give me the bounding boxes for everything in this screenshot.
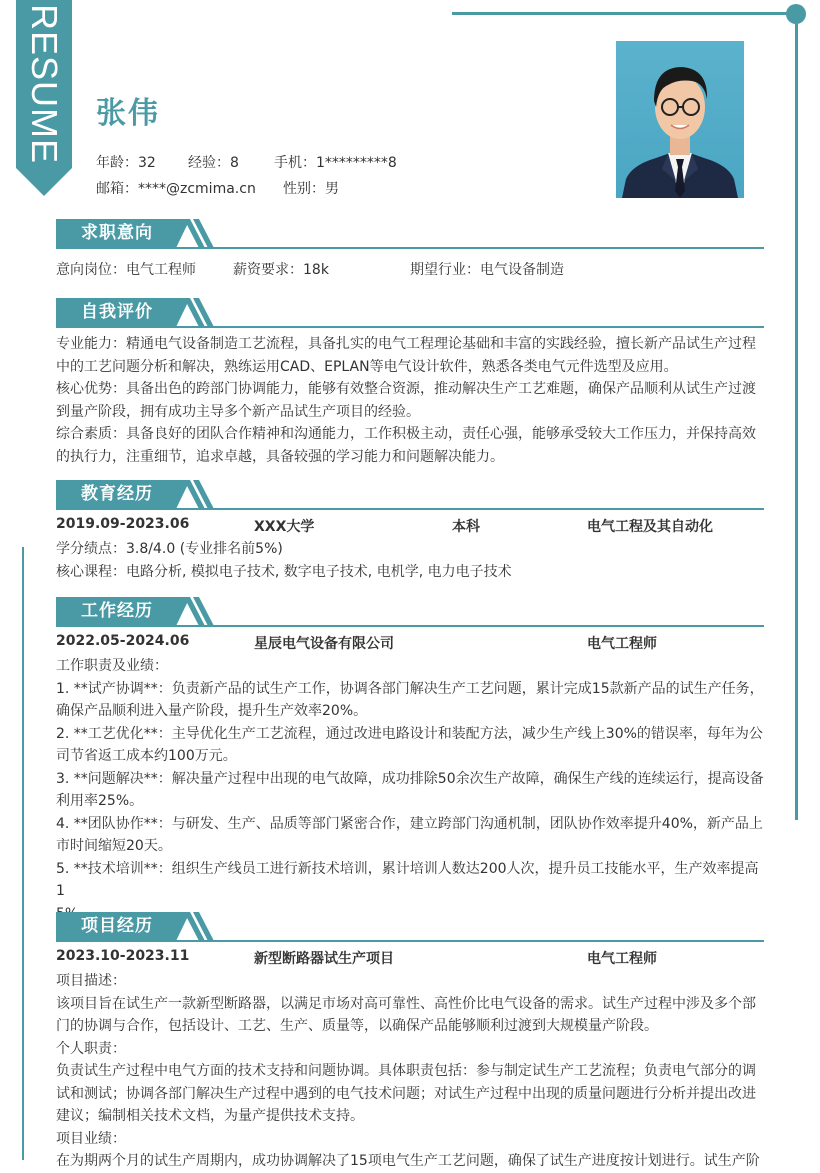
section-rule [56, 625, 764, 627]
section-header-project [56, 912, 764, 942]
education-entry-header [56, 516, 764, 538]
self-eval-line: 到量产阶段，拥有成功主导多个新产品试生产项目的经验。 [56, 403, 420, 420]
stripe-decoration-icon [180, 219, 210, 248]
self-eval-line: 中的工艺问题分析和解决，熟练运用CAD、EPLAN等电气设计软件，熟悉各类电气元件选型及应用。 [56, 358, 678, 375]
work-line: 4. **团队协作**：与研发、生产、品质等部门紧密合作，建立跨部门沟通机制，团队协作效率提升40%，新产品上 [56, 815, 763, 832]
section-rule [56, 247, 764, 249]
exp-item [188, 152, 274, 172]
education-line: 核心课程：电路分析, 模拟电子技术, 数字电子技术, 电机学, 电力电子技术 [56, 563, 512, 580]
phone-label: 手机： [274, 155, 316, 171]
project-role: 电气工程师 [587, 951, 657, 967]
self-eval-line: 的执行力，注重细节，追求卓越，具备较强的学习能力和问题解决能力。 [56, 448, 504, 465]
work-period: 2022.05-2024.06 [56, 633, 190, 649]
email-label: 邮箱： [96, 181, 138, 197]
work-line: 1. **试产协调**：负责新产品的试生产工作，协调各部门解决生产工艺问题，累计完成15款新产品的试生产任务， [56, 680, 764, 697]
section-title: 项目经历 [56, 912, 176, 941]
intent-salary: 薪资要求：18k [233, 262, 329, 278]
stripe-decoration-icon [180, 597, 210, 626]
education-school: XXX大学 [254, 519, 315, 535]
project-period: 2023.10-2023.11 [56, 948, 190, 964]
resume-ribbon-text-wrap [16, 0, 72, 168]
section-title: 教育经历 [56, 480, 176, 509]
left-accent-line [22, 547, 24, 1160]
stripe-decoration-icon [180, 912, 210, 941]
info-row-2 [96, 178, 339, 198]
age-value: 32 [138, 155, 156, 171]
intent-position: 意向岗位：电气工程师 [56, 262, 196, 278]
project-line: 该项目旨在试生产一款新型断路器，以满足市场对高可靠性、高性价比电气设备的需求。试生产过程中涉及多个部 [56, 995, 756, 1012]
work-line: 利用率25%。 [56, 793, 144, 809]
profile-photo [616, 41, 744, 198]
project-name: 新型断路器试生产项目 [254, 951, 394, 967]
section-header-work [56, 597, 764, 627]
project-line: 项目描述： [56, 973, 126, 989]
right-accent-line [795, 14, 798, 820]
intent-row [56, 259, 776, 282]
project-line: 个人职责： [56, 1040, 126, 1057]
person-avatar-icon [616, 41, 744, 198]
section-header-education [56, 480, 764, 510]
email-value: ****@zcmima.cn [138, 181, 256, 197]
project-body [56, 970, 766, 1173]
candidate-name: 张伟 [96, 96, 160, 131]
stripe-decoration-icon [180, 480, 210, 509]
section-header-self-eval [56, 298, 764, 328]
project-line: 项目业绩： [56, 1130, 126, 1147]
age-item [96, 152, 188, 172]
project-line: 试和测试；协调各部门解决生产过程中遇到的电气技术问题；对试生产过程中出现的质量问题进行分析并提出改进 [56, 1085, 756, 1102]
education-period: 2019.09-2023.06 [56, 516, 190, 532]
section-rule [56, 326, 764, 328]
education-line: 学分绩点：3.8/4.0 (专业排名前5%) [56, 541, 283, 557]
self-eval-line: 专业能力：精通电气设备制造工艺流程，具备扎实的电气工程理论基础和丰富的实践经验，擅长新产品试生产过程 [56, 336, 756, 352]
section-header-intent [56, 219, 764, 249]
section-rule [56, 940, 764, 942]
work-line: 5. **技术培训**：组织生产线员工进行新技术培训，累计培训人数达200人次，提升员工技能水平，生产效率提高1 [56, 860, 759, 899]
section-rule [56, 508, 764, 510]
section-title: 求职意向 [56, 219, 176, 248]
work-role: 电气工程师 [587, 636, 657, 652]
self-eval-line: 综合素质：具备良好的团队合作精神和沟通能力，工作积极主动，责任心强，能够承受较大工作压力，并保持高效 [56, 426, 756, 442]
project-entry-header [56, 948, 764, 970]
project-line: 建议；编制相关技术文档，为量产提供技术支持。 [56, 1108, 364, 1124]
exp-label: 经验： [188, 155, 230, 171]
education-degree: 本科 [452, 519, 480, 535]
work-line: 工作职责及业绩： [56, 658, 168, 674]
section-title: 工作经历 [56, 597, 176, 626]
info-row-1 [96, 152, 397, 172]
phone-item [274, 152, 397, 172]
section-title: 自我评价 [56, 298, 176, 327]
self-eval-body [56, 333, 766, 468]
intent-industry: 期望行业：电气设备制造 [410, 262, 564, 278]
work-line: 市时间缩短20天。 [56, 838, 172, 854]
work-line: 确保产品顺利进入量产阶段，提升生产效率20%。 [56, 703, 368, 719]
gender-label: 性别： [283, 181, 325, 197]
resume-ribbon-point [16, 168, 72, 196]
resume-label: RESUME [24, 3, 65, 165]
work-line: 3. **问题解决**：解决量产过程中出现的电气故障，成功排除50余次生产故障，确保生产线的连续运行，提高设备 [56, 770, 764, 787]
gender-value: 男 [325, 181, 339, 197]
age-label: 年龄： [96, 155, 138, 171]
phone-value: 1*********8 [316, 155, 397, 171]
work-company: 星辰电气设备有限公司 [254, 636, 394, 652]
work-entry-header [56, 633, 764, 655]
project-line: 负责试生产过程中电气方面的技术支持和问题协调。具体职责包括：参与制定试生产工艺流程；负责电气部分的调 [56, 1063, 756, 1079]
education-major: 电气工程及其自动化 [587, 519, 713, 535]
top-accent-line [452, 12, 796, 15]
exp-value: 8 [230, 155, 239, 171]
work-body [56, 655, 766, 925]
email-item [96, 178, 283, 198]
self-eval-line: 核心优势：具备出色的跨部门协调能力，能够有效整合资源，推动解决生产工艺难题，确保产品顺利从试生产过渡 [56, 381, 756, 397]
project-line: 门的协调与合作，包括设计、工艺、生产、质量等，以确保产品能够顺利过渡到大规模量产阶段。 [56, 1018, 658, 1034]
stripe-decoration-icon [180, 298, 210, 327]
gender-item [283, 178, 339, 198]
education-body [56, 538, 766, 583]
work-line: 司节省返工成本约100万元。 [56, 748, 237, 764]
project-line: 在为期两个月的试生产周期内，成功协调解决了15项电气生产工艺问题，确保了试生产进度按计划进行。试生产阶 [56, 1153, 760, 1169]
work-line: 2. **工艺优化**：主导优化生产工艺流程，通过改进电路设计和装配方法，减少生产线上30%的错误率，每年为公 [56, 725, 763, 742]
